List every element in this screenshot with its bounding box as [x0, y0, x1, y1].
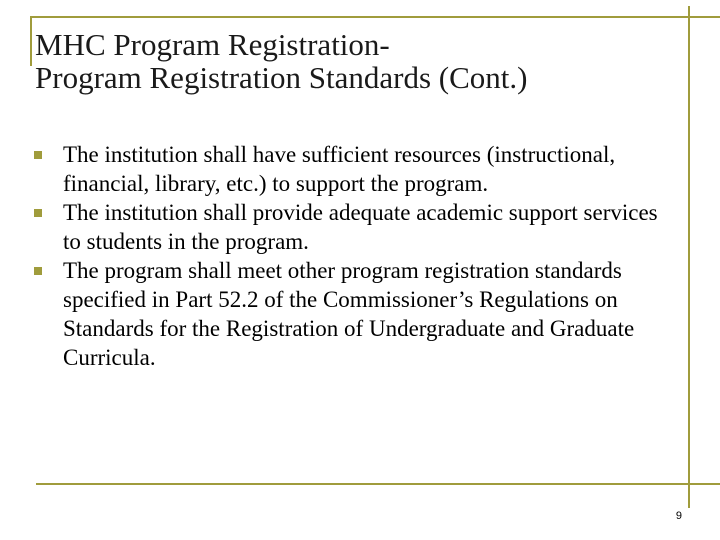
slide-title-line-2: Program Registration Standards (Cont.): [35, 60, 528, 95]
frame-top-line: [32, 16, 720, 18]
slide-title: [35, 28, 675, 94]
bullet-text: The program shall meet other program registration standards specified in Part 52.2 of the Commissioner’s Regulations on Standards for the Registration of Undergraduate and Graduate Curricula.: [63, 258, 635, 370]
page-number: 9: [675, 510, 682, 522]
square-bullet-icon: [34, 151, 42, 159]
frame-right-line: [688, 6, 690, 508]
slide-title-line-1: MHC Program Registration-: [35, 27, 390, 62]
frame-bottom-line: [36, 483, 720, 485]
bullet-item: [33, 140, 663, 198]
bullet-list: [33, 140, 663, 372]
bullet-item: [33, 198, 663, 256]
square-bullet-icon: [34, 267, 42, 275]
square-bullet-icon: [34, 209, 42, 217]
bullet-text: The institution shall have sufficient resources (instructional, financial, library, etc.) to support the program.: [63, 142, 616, 196]
frame-left-line: [30, 16, 32, 66]
bullet-text: The institution shall provide adequate academic support services to students in the program.: [63, 200, 658, 254]
bullet-item: [33, 256, 663, 372]
